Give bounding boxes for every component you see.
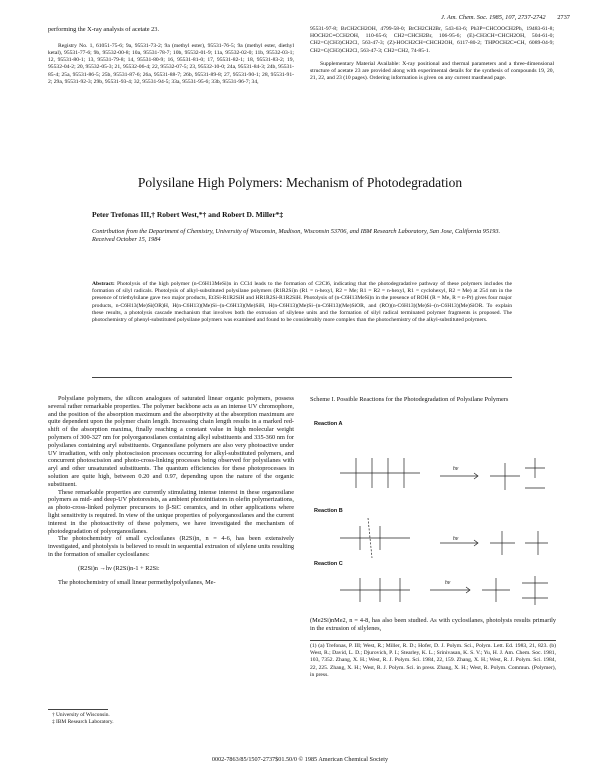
equation: (R2Si)n →hν (R2Si)n-1 + R2Si: <box>78 564 160 572</box>
abstract-rule <box>92 377 512 378</box>
paragraph: The photochemistry of small linear permethylpolysilanes, Me- <box>58 578 216 586</box>
abstract-text: Photolysis of the high polymer (n-C6H13MeSi)n in CCl4 leads to the formation of C2Cl6, indicating that the photodegradative pathway of these polymers includes the formation of silyl radicals. Photolysis of alkyl-substituted polysilane polymers (R1R2Si)n (R1 = n-hexyl, R2 = Me; R1 = R2 = n-hexyl, R1 = cyclohexyl, R2 = Me) at 254 nm in the presence of triethylsilane gave two major products, Et3Si-R1R2SiH and HR1R2Si-R1R2SiH. Photolysis of (n-C6H13MeSi)n in the presence of ROH (R = Me, R = n-Pr) gives four major products, n-C6H13(Me)Si(OR)H, H(n-C6H13)(Me)Si–(n-C6H13)(Me)SiH, H(n-C6H13)(Me)Si–(n-C6H13)(Me)SiOR, and (RO)(n-C6H13)(Me)Si–(n-C6H13)(Me)SiOR. To explain these results, a photolysis cascade mechanism that involves both the extrusion of silylene units and the formation of silyl radical terminated polymer fragments is proposed. The photochemistry of phenyl-substituted polysilane polymers was examined and found to be considerably more complex than the photochemistry of the alkyl-substituted polymers. <box>92 281 512 324</box>
affiliation <box>92 228 522 244</box>
page-footer: 0002-7863/85/1507-2737$01.50/0 © 1985 American Chemical Society <box>211 756 389 763</box>
scheme-structures <box>310 418 556 613</box>
footnote: † University of Wisconsin. <box>52 712 110 718</box>
supplementary-material: Supplementary Material Available: X-ray positional and thermal parameters and a three-dimensional structure of acetate 23 are provided along with experimental details for the synthesis of compounds 19, 20, 21, 22, and 23 (10 pages). Ordering information is given on any current masthead page. <box>310 60 554 82</box>
reaction-c-label: Reaction C <box>314 561 343 567</box>
hv-label-c: hν <box>445 580 451 586</box>
scheme-figure <box>310 418 556 613</box>
prev-article-line: performing the X-ray analysis of acetate 23. <box>48 26 160 33</box>
journal-citation: J. Am. Chem. Soc. 1985, 107, 2737-2742 <box>441 14 546 21</box>
scheme-title: Scheme I. Possible Reactions for the Photodegradation of Polysilane Polymers <box>310 396 509 403</box>
body-left-column <box>48 395 294 586</box>
footnote: ‡ IBM Research Laboratory. <box>52 719 114 725</box>
registry-numbers: Registry No. 1, 61051-75-6; 9a, 95531-73-2; 9a (methyl ester), 95531-76-5; 9a (methyl ester, diethyl ketal), 95531-77-6; 9b, 95532-00-8; 10a, 95531-78-7; 10b, 95532-01-9; 11a, 95532-02-0; 11b, 95532-03-1; 12, 95531-80-1; 13, 95531-79-8; 14, 95531-80-9; 16, 95531-81-0; 17, 95531-82-1; 18, 95531-83-2; 19, 95532-04-2; 20, 95532-05-3; 21, 95532-06-4; 22, 95532-07-5; 23, 95532-10-0; 24a, 95531-84-3; 24b, 95531-85-4; 25a, 95531-86-5; 25b, 95531-87-6; 26a, 95531-88-7; 26b, 95531-89-8; 27, 95531-90-1; 28, 95531-91-2; 29a, 95531-92-3; 29b, 95531-93-4; 32, 95531-94-5; 33a, 95531-95-6; 33b, 95531-96-7; 34, <box>48 42 294 85</box>
paragraph: These remarkable properties are currently stimulating intense interest in these organosilane polymers as mid- and deep-UV photoresists, as ambient photoinitiators in olefin polymerizations, as photo-cross-linked polymer precursors to β-SiC ceramics, and in other applications where light sensitivity is required. In view of the unique properties of polyorganosilanes and the current interest in the photoactivity of these polymers, we have investigated the mechanism of photodegradation of polyorganosilanes. <box>48 488 294 535</box>
received-date: Received October 15, 1984 <box>92 236 161 243</box>
body-right-column: (Me2Si)nMe2, n = 4-8, has also been studied. As with cyclosilanes, photolysis results primarily in the extrusion of silylenes, <box>310 617 556 632</box>
prev-article-right <box>310 26 554 82</box>
footnote-rule <box>48 709 108 710</box>
abstract <box>92 281 512 324</box>
paragraph: Polysilane polymers, the silicon analogues of saturated linear organic polymers, possess several rather remarkable properties. The polymer backbone acts as an intense UV chromophore, and the position of the absorption maximum and the absorptivity at the absorption maximum are quite dependent upon the polymer chain length. Increasing chain length results in a marked red-shift of the absorption maxima, finally reaching a constant value in high molecular weight polymers of 300-327 nm for polyorganosilanes containing alkyl substituents and 335-360 nm for polysilanes containing aryl substituents. Organosilane polymers are also very photoactive under UV irradiation, with only photoscission processes occurring for alkyl-substituted polymers, and concurrent photoscission and photo-cross-linking processes being observed for polysilanes with aryl and other unsaturated substituents. The quantum efficiencies for these photoprocesses in solution are quite high, between 0.20 and 0.97, depending upon the nature of the organic substituent. <box>48 395 294 488</box>
reaction-b-label: Reaction B <box>314 508 343 514</box>
journal-header <box>441 14 570 21</box>
hv-label-b: hν <box>453 536 459 542</box>
abstract-label: Abstract: <box>92 281 115 287</box>
article-authors: Peter Trefonas III,† Robert West,*† and Robert D. Miller*‡ <box>92 210 284 219</box>
footnotes-left <box>52 712 292 726</box>
article-title: Polysilane High Polymers: Mechanism of Photodegradation <box>137 175 463 190</box>
references-rule <box>310 640 556 641</box>
page-number: 2737 <box>557 14 570 21</box>
hv-label-a: hν <box>453 466 459 472</box>
paragraph: The photochemistry of small cyclosilanes (R2Si)n, n = 4-6, has been extensively investigated, and photolysis is believed to result in sequential extrusion of silylene units resulting in the formation of smaller cyclosilanes: <box>48 535 294 558</box>
registry-continued: 95531-97-8; BrCH2CH2OH, 4799-58-0; BrCH2CH2Br, 543-63-6; Ph3P=CHCOOCH2Ph, 19483-61-8; HOCH2C≡CCH2OH, 110-65-6; CH2=CHCH2Br, 106-95-6; (E)-CH3CH=CHCH2OH, 504-61-0; CH2=C(CH3)CH2Cl, 563-47-3; (Z)-HOCH2CH=CHCH2OH, 6117-80-2; THPOCH2C≡CH, 6089-04-9; CH2=C(CH3)CH2Cl, 563-47-3; CH2=CH2, 74-85-1. <box>310 26 554 54</box>
affiliation-text: Contribution from the Department of Chemistry, University of Wisconsin, Madison, Wisconsin 53706, and IBM Research Laboratory, San Jose, California 95193. <box>92 228 501 235</box>
references: (1) (a) Trefonas, P. III; West, R.; Miller, R. D.; Hofer, D. J. Polym. Sci., Polym. Lett. Ed. 1983, 21, 823. (b) West, R.; David, L. D.; Djurovich, P. I.; Stearley, K. L.; Srinivasan, K. S. V.; Yu, H. J. Am. Chem. Soc. 1981, 103, 7352. Zhang, X. H.; West, R. J. Polym. Sci. 1984, 22, 159. Zhang, X. H.; West, R. J. Polym. Sci. 1984, 22, 225. Zhang, X. H.; West, R. J. Polym. Sci. in press. Zhang, X. H.; West, R. Polym. Commun. (Polymer), in press. <box>310 643 556 678</box>
prev-article-left <box>48 26 294 86</box>
reaction-a-label: Reaction A <box>314 421 343 427</box>
